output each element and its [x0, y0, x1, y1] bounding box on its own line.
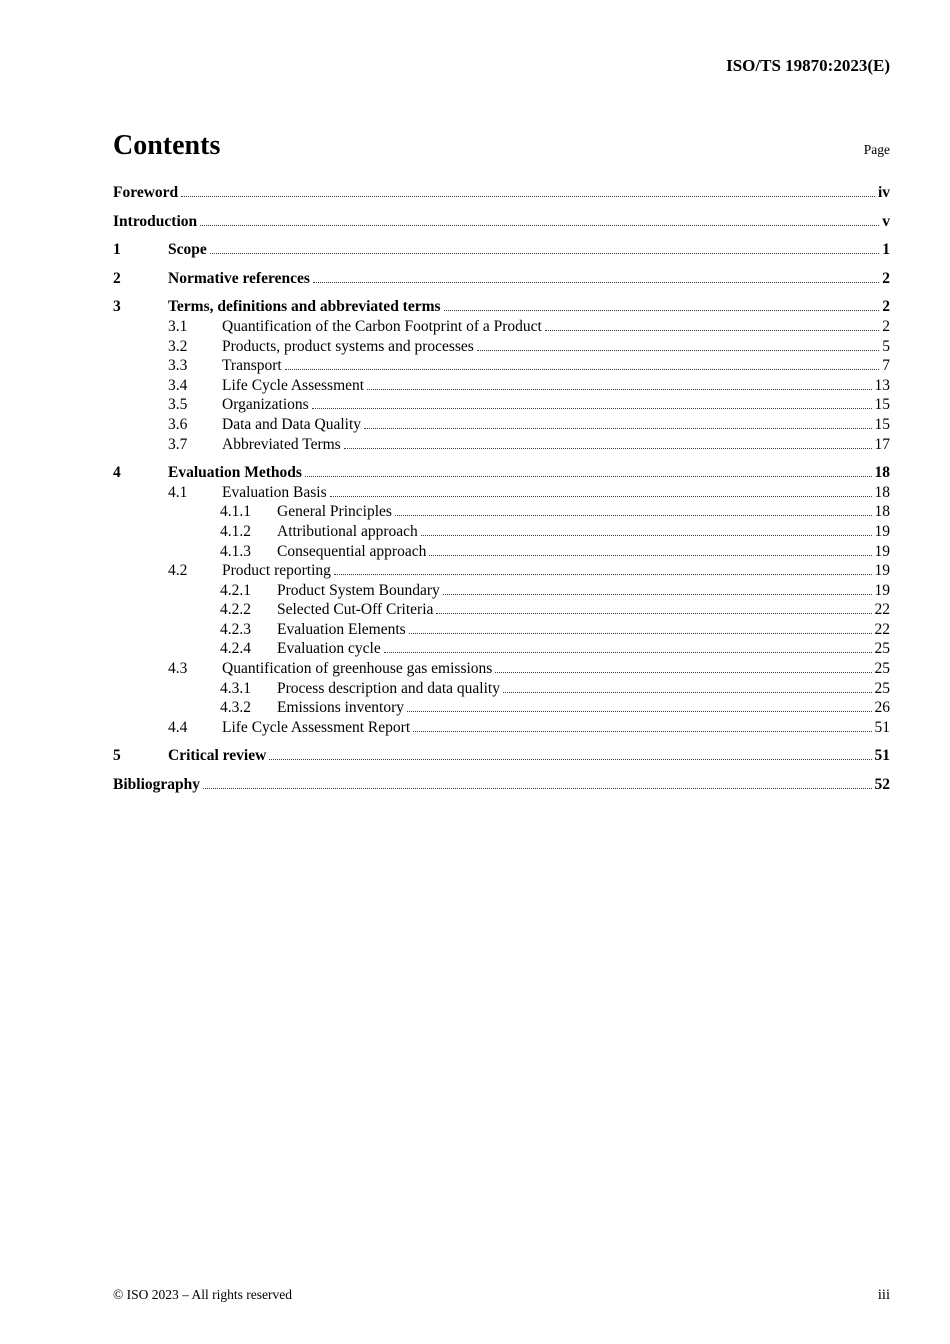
toc-entry: [113, 522, 890, 542]
toc-entry: [113, 620, 890, 640]
copyright-notice: © ISO 2023 – All rights reserved: [113, 1287, 292, 1302]
toc-dotted-leader: [181, 196, 875, 197]
page-title: Contents: [113, 130, 221, 161]
toc-entry-label: Evaluation Elements: [277, 620, 406, 638]
toc-entry-label: Foreword: [113, 184, 179, 201]
toc-entry-label: Evaluation Basis: [222, 483, 327, 501]
toc-entry-label: Product System Boundary: [277, 581, 440, 599]
toc-entry-number: 4.2: [168, 562, 188, 580]
page-header: [113, 56, 890, 76]
toc-entry-number: 4.1.3: [220, 542, 251, 560]
toc-entry-label: Terms, definitions and abbreviated terms: [168, 298, 441, 316]
toc-entry: [113, 483, 890, 503]
toc-list: [113, 183, 890, 795]
toc-entry-page: v: [882, 212, 890, 230]
toc-entry-label: Evaluation Methods: [168, 464, 302, 482]
toc-entry: [113, 376, 890, 396]
toc-entry-label: Consequential approach: [277, 542, 427, 560]
toc-entry-page: 17: [874, 435, 890, 453]
toc-entry-page: 15: [874, 396, 890, 414]
toc-entry-number: 4.2.3: [220, 620, 251, 638]
toc-entry-number: 2: [113, 269, 121, 287]
toc-entry-label: Attributional approach: [277, 522, 418, 540]
toc-entry-label: Transport: [222, 357, 282, 375]
toc-entry-page: 19: [874, 581, 890, 599]
toc-entry-number: 5: [113, 747, 121, 765]
toc-dotted-leader: [210, 253, 880, 254]
toc-entry-label: Evaluation cycle: [277, 640, 381, 658]
toc-entry-label: Normative references: [168, 269, 310, 287]
toc-entry-page: 13: [874, 376, 890, 394]
toc-entry-label: Quantification of the Carbon Footprint of a Product: [222, 317, 542, 335]
toc-entry: [113, 356, 890, 376]
toc-entry-number: 4.3: [168, 660, 188, 678]
page-column-label: Page: [863, 142, 890, 157]
toc-entry-label: Process description and data quality: [277, 679, 500, 697]
toc-entry: [113, 415, 890, 435]
toc-dotted-leader: [409, 633, 872, 634]
toc-entry-label: Life Cycle Assessment Report: [222, 718, 411, 736]
toc-entry-label: Organizations: [222, 396, 309, 414]
toc-entry-number: 3: [113, 298, 121, 316]
toc-dotted-leader: [413, 731, 871, 732]
toc-entry: [113, 581, 890, 601]
toc-entry-number: 4.2.4: [220, 640, 251, 658]
toc-dotted-leader: [269, 759, 871, 760]
toc-dotted-leader: [443, 594, 872, 595]
toc-dotted-leader: [495, 672, 871, 673]
toc-dotted-leader: [285, 369, 880, 370]
toc-entry: [113, 561, 890, 581]
toc-entry: [113, 463, 890, 483]
toc-entry-number: 4.1.1: [220, 503, 251, 521]
toc-entry-page: 7: [882, 357, 890, 375]
toc-entry-number: 4.3.2: [220, 699, 251, 717]
toc-entry-page: 19: [874, 522, 890, 540]
toc-entry-label: Emissions inventory: [277, 699, 405, 717]
toc-entry: [113, 435, 890, 455]
toc-entry: [113, 337, 890, 357]
toc-entry-label: Scope: [168, 241, 207, 259]
toc-dotted-leader: [203, 788, 872, 789]
toc-entry: [113, 600, 890, 620]
toc-entry-number: 3.4: [168, 376, 188, 394]
toc-entry-number: 1: [113, 241, 121, 259]
toc-entry-number: 4.3.1: [220, 679, 251, 697]
document-reference: ISO/TS 19870:2023(E): [726, 56, 890, 75]
toc-entry-page: 18: [874, 483, 890, 501]
page-footer: [113, 1287, 890, 1304]
toc-entry-label: Abbreviated Terms: [222, 435, 341, 453]
toc-dotted-leader: [407, 711, 871, 712]
page-number: iii: [877, 1287, 890, 1303]
toc-dotted-leader: [334, 574, 872, 575]
toc-dotted-leader: [503, 692, 872, 693]
toc-entry-page: 1: [882, 241, 890, 259]
toc-entry-page: 25: [874, 640, 890, 658]
toc-dotted-leader: [429, 555, 871, 556]
toc-entry: [113, 502, 890, 522]
toc-entry: [113, 240, 890, 260]
toc-entry-number: 4.2.1: [220, 581, 251, 599]
toc-entry-page: 51: [874, 747, 890, 765]
toc-entry-number: 4.2.2: [220, 601, 251, 619]
toc-dotted-leader: [344, 448, 872, 449]
toc-entry-page: 2: [882, 317, 890, 335]
toc-dotted-leader: [477, 350, 879, 351]
toc-dotted-leader: [444, 310, 880, 311]
toc-entry-number: 3.5: [168, 396, 188, 414]
toc-entry-page: 19: [874, 562, 890, 580]
toc-entry-page: 22: [874, 601, 890, 619]
toc-entry-number: 4: [113, 464, 121, 482]
toc-entry-page: 15: [874, 415, 890, 433]
toc-entry: [113, 718, 890, 738]
toc-entry-page: 2: [882, 269, 890, 287]
toc-section: [113, 130, 890, 795]
toc-entry: [113, 639, 890, 659]
toc-entry-label: Selected Cut-Off Criteria: [277, 601, 434, 619]
toc-entry-page: 52: [874, 776, 890, 794]
toc-entry: [113, 269, 890, 289]
toc-dotted-leader: [330, 496, 872, 497]
toc-dotted-leader: [200, 225, 879, 226]
toc-entry-number: 4.4: [168, 718, 188, 736]
toc-entry: [113, 775, 890, 795]
toc-entry-number: 3.1: [168, 317, 188, 335]
toc-entry: [113, 746, 890, 766]
toc-entry: [113, 659, 890, 679]
toc-entry-page: 26: [874, 699, 890, 717]
toc-entry-label: Introduction: [113, 212, 198, 230]
toc-entry-page: 22: [874, 620, 890, 638]
toc-entry-page: 18: [874, 503, 890, 521]
toc-dotted-leader: [364, 428, 871, 429]
toc-entry-number: 3.2: [168, 337, 188, 355]
toc-dotted-leader: [313, 282, 879, 283]
toc-dotted-leader: [312, 408, 872, 409]
toc-dotted-leader: [367, 389, 871, 390]
toc-entry-page: 25: [874, 660, 890, 678]
toc-entry-label: Bibliography: [113, 776, 200, 794]
toc-dotted-leader: [421, 535, 872, 536]
toc-entry-number: 3.3: [168, 357, 188, 375]
toc-entry-label: Life Cycle Assessment: [222, 376, 365, 394]
toc-entry-page: 51: [874, 718, 890, 736]
toc-entry: [113, 542, 890, 562]
toc-entry-label: Quantification of greenhouse gas emissions: [222, 660, 493, 678]
toc-entry-number: 4.1.2: [220, 522, 251, 540]
toc-entry-number: 3.7: [168, 435, 188, 453]
toc-entry-label: Products, product systems and processes: [222, 337, 474, 355]
toc-entry: [113, 297, 890, 317]
toc-entry-label: Critical review: [168, 747, 267, 765]
toc-entry-page: 18: [874, 464, 890, 482]
toc-entry-label: General Principles: [277, 503, 392, 521]
toc-entry-label: Product reporting: [222, 562, 331, 580]
toc-dotted-leader: [436, 613, 871, 614]
toc-entry-number: 3.6: [168, 415, 188, 433]
toc-entry: [113, 317, 890, 337]
toc-entry-label: Data and Data Quality: [222, 415, 362, 433]
toc-entry: [113, 395, 890, 415]
toc-entry: [113, 679, 890, 699]
toc-entry-page: iv: [877, 184, 890, 201]
toc-entry-number: 4.1: [168, 483, 188, 501]
title-row: [113, 130, 890, 162]
toc-entry-page: 5: [882, 337, 890, 355]
toc-entry: [113, 183, 890, 203]
toc-entry-page: 25: [874, 679, 890, 697]
toc-dotted-leader: [395, 515, 872, 516]
toc-entry-page: 19: [874, 542, 890, 560]
toc-dotted-leader: [384, 652, 872, 653]
toc-entry: [113, 212, 890, 232]
toc-dotted-leader: [545, 330, 879, 331]
toc-entry-page: 2: [882, 298, 890, 316]
toc-dotted-leader: [305, 476, 872, 477]
toc-entry: [113, 698, 890, 718]
